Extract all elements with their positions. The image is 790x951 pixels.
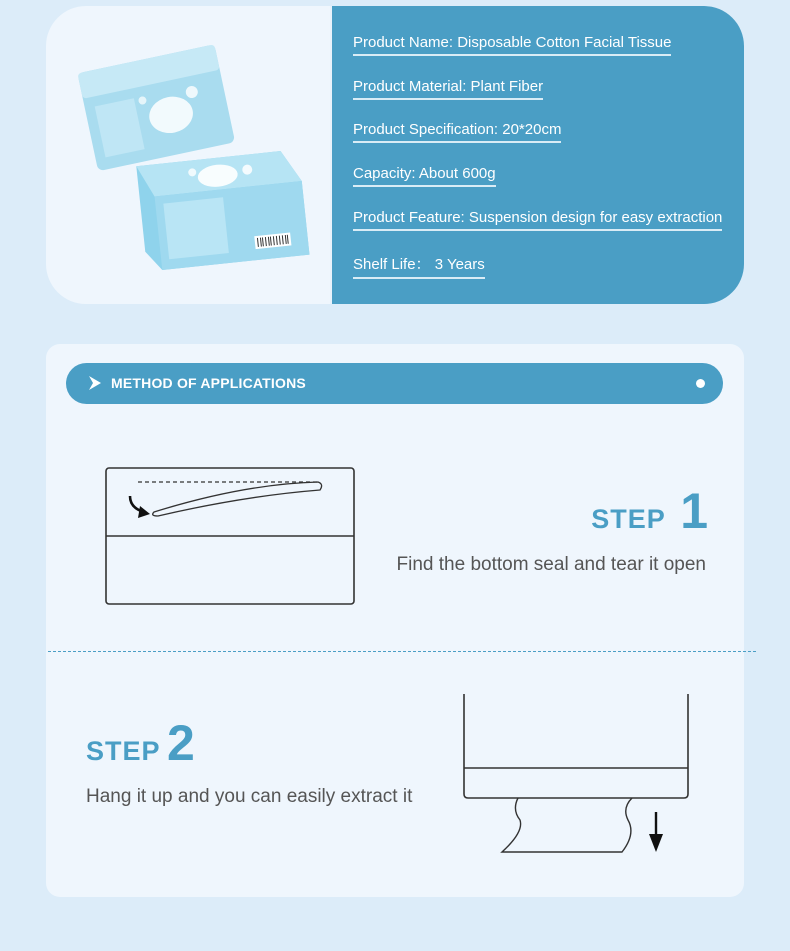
- step-1-word: STEP: [591, 504, 666, 534]
- step-2-word: STEP: [86, 736, 161, 766]
- step-2-description: Hang it up and you can easily extract it: [86, 786, 413, 807]
- product-image: [46, 6, 330, 304]
- method-title: METHOD OF APPLICATIONS: [111, 375, 306, 391]
- chevron-right-icon: [88, 375, 102, 391]
- step-2-number: 2: [166, 715, 195, 771]
- step-1-illustration: [104, 466, 356, 608]
- curved-arrow-icon: [130, 496, 150, 518]
- product-specification-row: Product Specification: 20*20cm: [353, 121, 561, 143]
- step-1-description: Find the bottom seal and tear it open: [396, 554, 706, 575]
- method-header-bar: [66, 363, 723, 404]
- capacity-row: Capacity: About 600g: [353, 165, 496, 187]
- shelf-life-row: Shelf Life： 3 Years: [353, 253, 485, 279]
- step-1-heading: [591, 482, 708, 540]
- product-name-row: Product Name: Disposable Cotton Facial Tissue: [353, 34, 671, 56]
- product-material-row: Product Material: Plant Fiber: [353, 78, 543, 100]
- dot-icon: [696, 379, 705, 388]
- product-card: [46, 6, 744, 304]
- step-2-illustration: [462, 694, 694, 858]
- step-1-number: 1: [680, 483, 708, 539]
- down-arrow-icon: [649, 812, 663, 852]
- method-card: [46, 344, 744, 897]
- dashed-divider: [48, 651, 756, 652]
- product-info-panel: [330, 6, 744, 304]
- product-feature-row: Product Feature: Suspension design for easy extraction: [353, 209, 722, 231]
- step-2-heading: [86, 714, 195, 772]
